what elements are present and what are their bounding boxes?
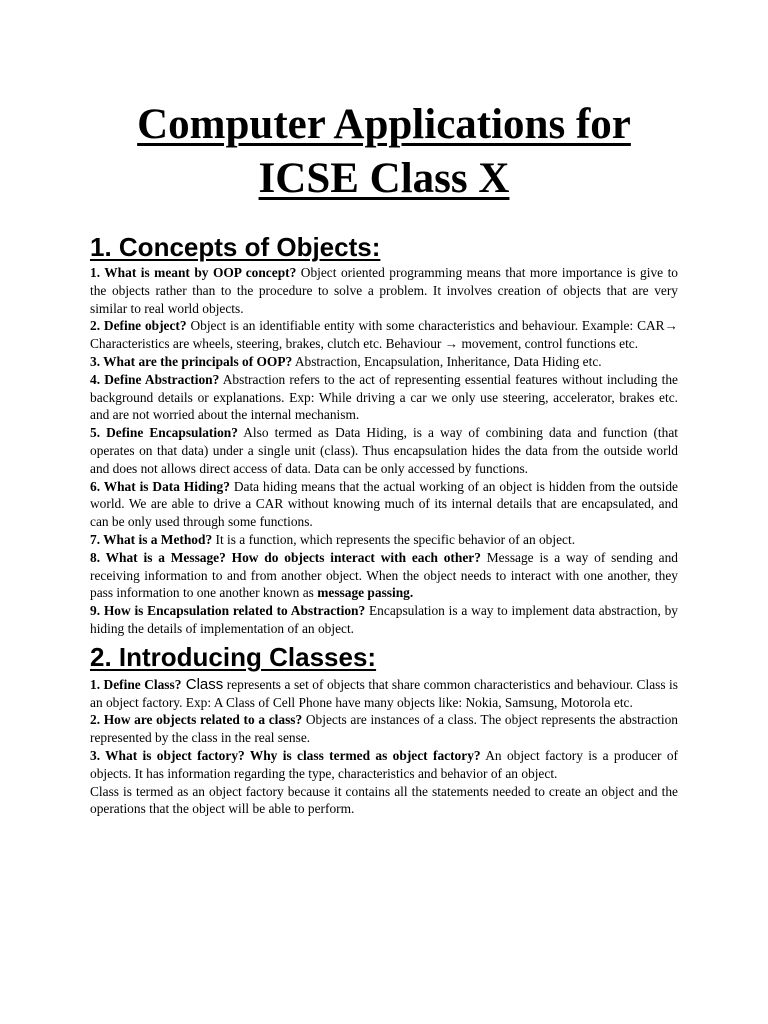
answer-text: Encapsulation is a way to implement data abstraction, by hiding the details of implementation of an object.	[90, 603, 678, 636]
qa-item	[90, 602, 678, 638]
answer-text: Class is termed as an object factory because it contains all the statements needed to create an object and the operations that the object will be able to perform.	[90, 783, 678, 817]
answer-text: Object is an identifiable entity with some characteristics and behaviour. Example: CAR→ Characteristics are wheels, steering, brakes, clutch etc. Behaviour → movement, control functions etc.	[90, 318, 678, 352]
question-label: 5. Define Encapsulation?	[90, 425, 238, 441]
qa-item	[90, 317, 678, 353]
title-line-2: ICSE Class X	[258, 155, 510, 202]
section-heading-introducing-classes: 2. Introducing Classes:	[90, 641, 377, 672]
answer-text: represents a set of objects that share common characteristics and behaviour. Class is an object factory. Exp: A Class of Cell Phone have many objects like: Nokia, Samsung, Motorola etc.	[90, 676, 678, 710]
question-label: 6. What is Data Hiding?	[90, 478, 230, 494]
question-label: 3. What are the principals of OOP?	[90, 353, 293, 369]
qa-item	[90, 353, 678, 371]
question-label: 1. What is meant by OOP concept?	[90, 265, 297, 280]
qa-item	[90, 711, 678, 747]
answer-text: An object factory is a producer of objects. It has information regarding the type, characteristics and behavior of an object.	[90, 747, 679, 781]
answer-emphasis: message passing.	[317, 585, 414, 601]
title-line-1: Computer Applications for	[137, 101, 631, 148]
question-label: 3. What is object factory? Why is class termed as object factory?	[90, 747, 481, 763]
qa-item	[90, 531, 678, 549]
answer-emphasis: Class	[181, 675, 224, 693]
answer-text: Objects are instances of a class. The object represents the abstraction represented by the class in the real sense.	[90, 712, 678, 746]
answer-text: Also termed as Data Hiding, is a way of combining data and function (that operates on that data) under a single unit (class). Thus encapsulation hides the data from the outside world and does not allows direct access of data. Data can be only accessed by functions.	[90, 425, 678, 476]
question-label: 8. What is a Message? How do objects interact with each other?	[90, 549, 481, 565]
qa-item	[90, 424, 678, 477]
answer-text: Data hiding means that the actual working of an object is hidden from the outside world. We are able to drive a CAR without knowing much of its internal details that are encapsulated, and can be only used through some functions.	[90, 478, 678, 530]
qa-item	[90, 478, 678, 531]
paragraph-text	[90, 783, 678, 819]
question-label: 2. Define object?	[90, 318, 187, 334]
document-title	[90, 0, 678, 206]
section-heading-concepts-of-objects: 1. Concepts of Objects:	[90, 232, 381, 262]
question-label: 7. What is a Method?	[90, 531, 213, 547]
qa-item	[90, 747, 678, 783]
answer-text: Object oriented programming means that more importance is give to the objects rather than to the procedure to solve a problem. It involves creation of objects that are very similar to real world objects.	[90, 265, 678, 316]
qa-item	[90, 676, 678, 712]
question-label: 2. How are objects related to a class?	[90, 712, 303, 728]
qa-item	[90, 371, 678, 424]
answer-text: Abstraction refers to the act of representing essential features without including the background details or explanations. Exp: While driving a car we only use steering, accelerator, brakes etc. and are not worried about the internal mechanism.	[90, 371, 678, 423]
question-label: 4. Define Abstraction?	[90, 371, 220, 387]
answer-text: Abstraction, Encapsulation, Inheritance, Data Hiding etc.	[292, 353, 602, 369]
question-label: 1. Define Class?	[90, 676, 182, 692]
question-label: 9. How is Encapsulation related to Abstraction?	[90, 603, 366, 619]
qa-item	[90, 264, 678, 317]
qa-item	[90, 549, 678, 602]
answer-text: Message is a way of sending and receiving information to and from another object. When the object needs to interact with one another, they pass information to one another known as	[90, 549, 678, 601]
answer-text: It is a function, which represents the specific behavior of an object.	[212, 531, 576, 547]
